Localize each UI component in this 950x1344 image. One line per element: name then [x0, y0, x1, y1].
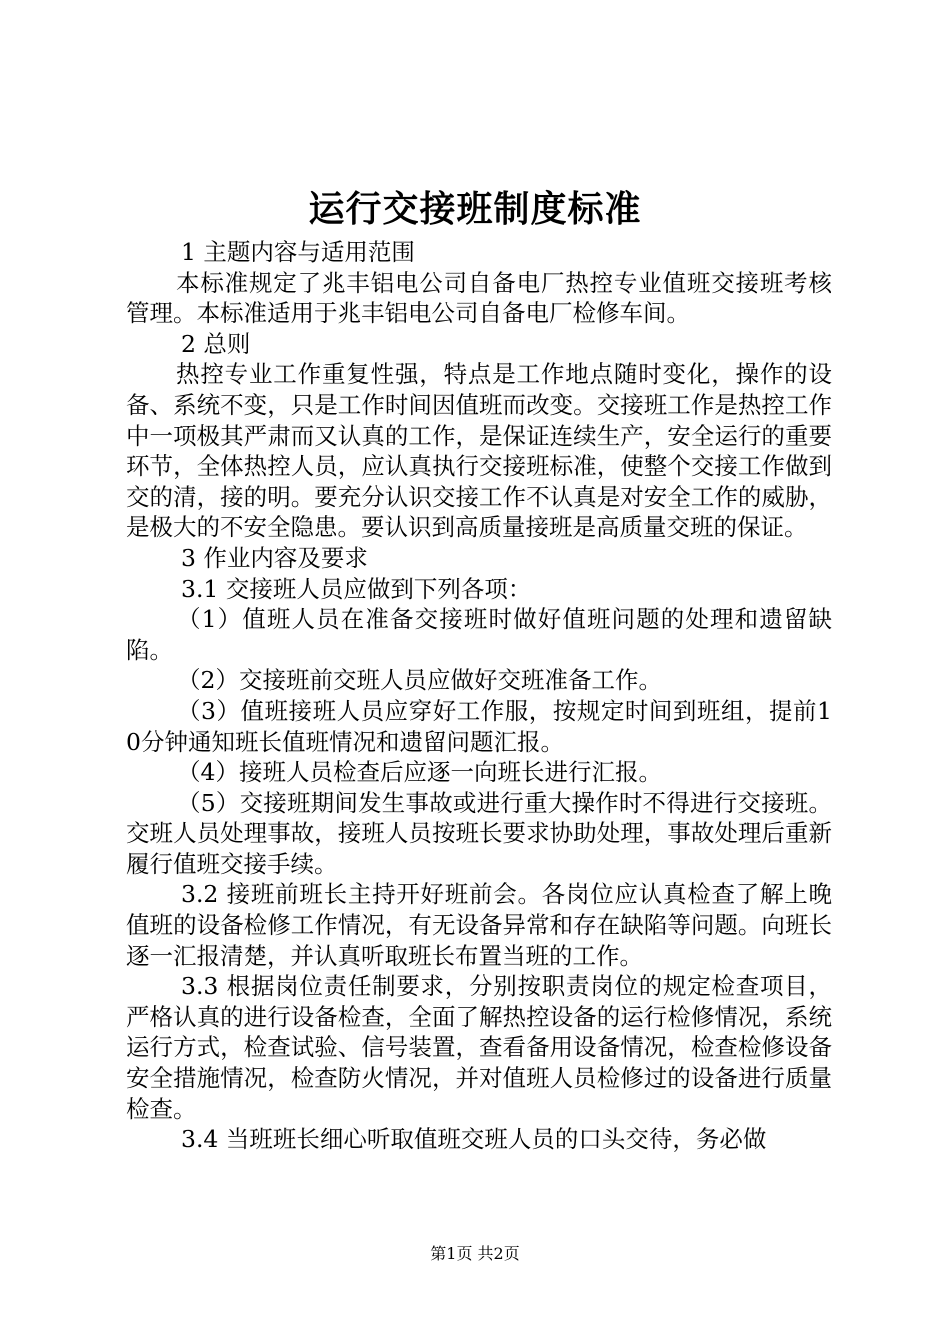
- paragraph: 本标准规定了兆丰铝电公司自备电厂热控专业值班交接班考核管理。本标准适用于兆丰铝电公司自备电厂检修车间。: [126, 268, 832, 328]
- paragraph: （2）交接班前交班人员应做好交班准备工作。: [177, 666, 662, 695]
- paragraph: 3.1 交接班人员应做到下列各项：: [181, 574, 532, 603]
- paragraph: （3）值班接班人员应穿好工作服，按规定时间到班组，提前10分钟通知班长值班情况和遗留问题汇报。: [126, 696, 832, 756]
- paragraph: 3.3 根据岗位责任制要求，分别按职责岗位的规定检查项目，严格认真的进行设备检查，全面了解热控设备的运行检修情况，系统运行方式，检查试验、信号装置，查看备用设备情况，检查检修设备安全措施情况，检查防火情况，并对值班人员检修过的设备进行质量检查。: [126, 972, 832, 1123]
- paragraph: 3 作业内容及要求: [181, 543, 368, 572]
- paragraph: 3.2 接班前班长主持开好班前会。各岗位应认真检查了解上晚值班的设备检修工作情况，有无设备异常和存在缺陷等问题。向班长逐一汇报清楚，并认真听取班长布置当班的工作。: [126, 880, 832, 970]
- paragraph: （4）接班人员检查后应逐一向班长进行汇报。: [177, 758, 662, 787]
- page-footer: 第1页 共2页: [430, 1244, 520, 1263]
- paragraph: 1 主题内容与适用范围: [181, 238, 415, 266]
- paragraph: 2 总则: [181, 329, 251, 358]
- paragraph: 3.4 当班班长细心听取值班交班人员的口头交待，务必做: [181, 1125, 767, 1154]
- paragraph: （1）值班人员在准备交接班时做好值班问题的处理和遗留缺陷。: [126, 605, 832, 664]
- document-title: 运行交接班制度标准: [308, 188, 642, 230]
- document-body: [126, 237, 832, 1155]
- paragraph: （5）交接班期间发生事故或进行重大操作时不得进行交接班。交班人员处理事故，接班人员按班长要求协助处理，事故处理后重新履行值班交接手续。: [126, 788, 832, 878]
- paragraph: 热控专业工作重复性强，特点是工作地点随时变化，操作的设备、系统不变，只是工作时间因值班而改变。交接班工作是热控工作中一项极其严肃而又认真的工作，是保证连续生产，安全运行的重要环节，全体热控人员，应认真执行交接班标准，使整个交接工作做到交的清，接的明。要充分认识交接工作不认真是对安全工作的威胁，是极大的不安全隐患。要认识到高质量接班是高质量交班的保证。: [126, 360, 832, 542]
